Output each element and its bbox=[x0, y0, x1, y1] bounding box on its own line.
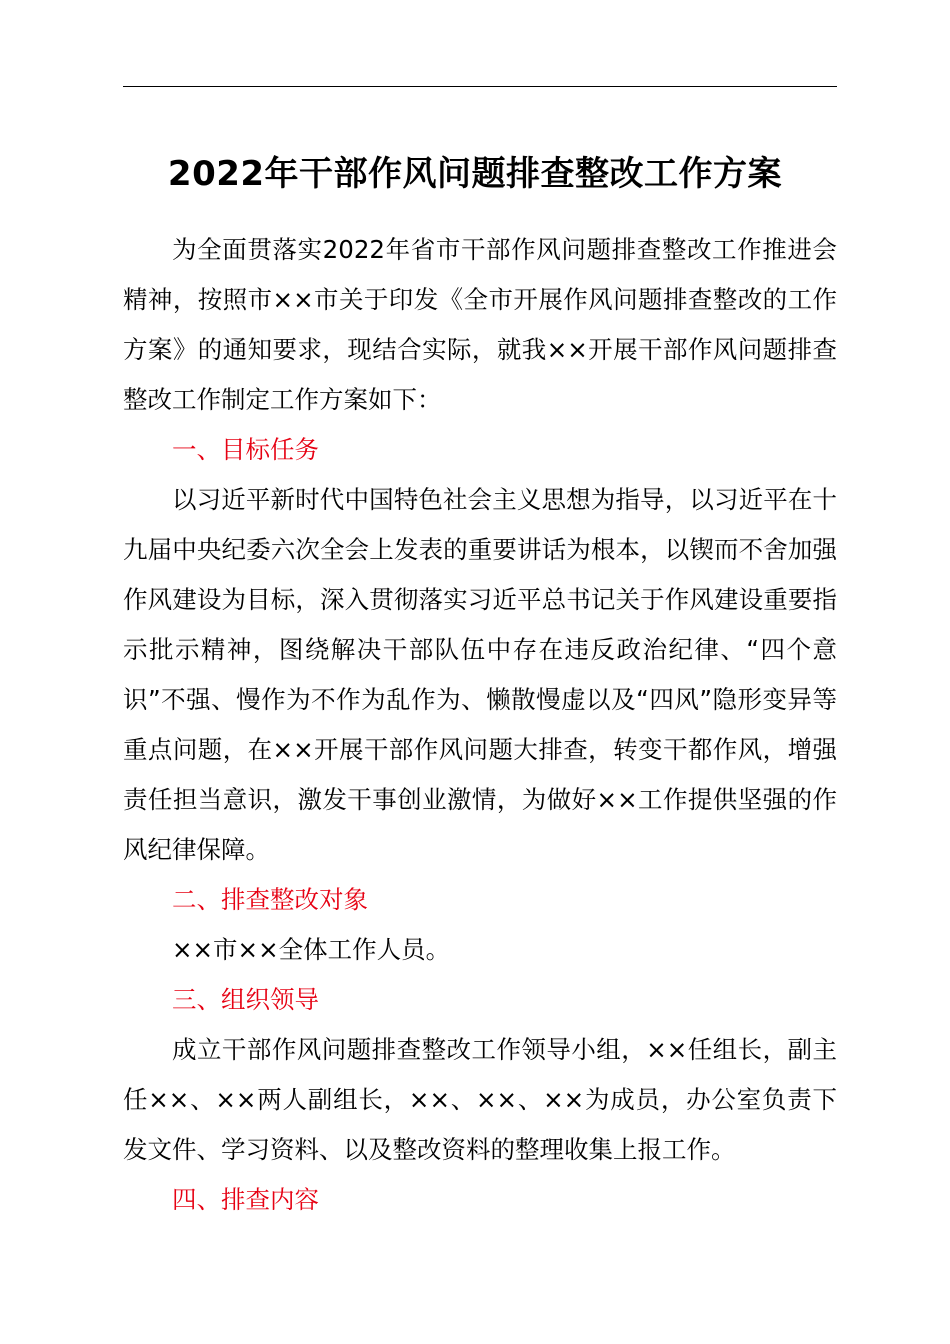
section-heading-content: 四、排查内容 bbox=[172, 1185, 319, 1214]
section-paragraph-targets: 以习近平新时代中国特色社会主义思想为指导，以习近平在十九届中央纪委六次全会上发表的重要讲话为根本，以锲而不舍加强作风建设为目标，深入贯彻落实习近平总书记关于作风建设重要指示批示精神，图绕解决干部队伍中存在违反政治纪律、“四个意识”不强、慢作为不作为乱作为、懒散慢虚以及“四风”隐形变异等重点问题，在××开展干部作风问题大排查，转变干都作风，增强责任担当意识，激发干事创业激情，为做好××工作提供坚强的作风纪律保障。 bbox=[123, 485, 837, 864]
document-title: 2022年干部作风问题排查整改工作方案 bbox=[167, 154, 783, 194]
document-body bbox=[123, 225, 837, 1225]
header-rule bbox=[123, 86, 837, 87]
section-heading-leadership: 三、组织领导 bbox=[172, 985, 319, 1014]
section-paragraph-objects: ××市××全体工作人员。 bbox=[172, 935, 451, 964]
section-heading-objects: 二、排查整改对象 bbox=[172, 885, 368, 914]
section-paragraph-leadership: 成立干部作风问题排查整改工作领导小组，××任组长，副主任××、××两人副组长，××、××、××为成员，办公室负责下发文件、学习资料、以及整改资料的整理收集上报工作。 bbox=[123, 1035, 837, 1164]
intro-paragraph: 为全面贯落实2022年省市干部作风问题排查整改工作推进会精神，按照市××市关于印发《全市开展作风问题排查整改的工作方案》的通知要求，现结合实际，就我××开展干部作风问题排查整改工作制定工作方案如下： bbox=[123, 235, 837, 414]
section-heading-targets: 一、目标任务 bbox=[172, 435, 319, 464]
